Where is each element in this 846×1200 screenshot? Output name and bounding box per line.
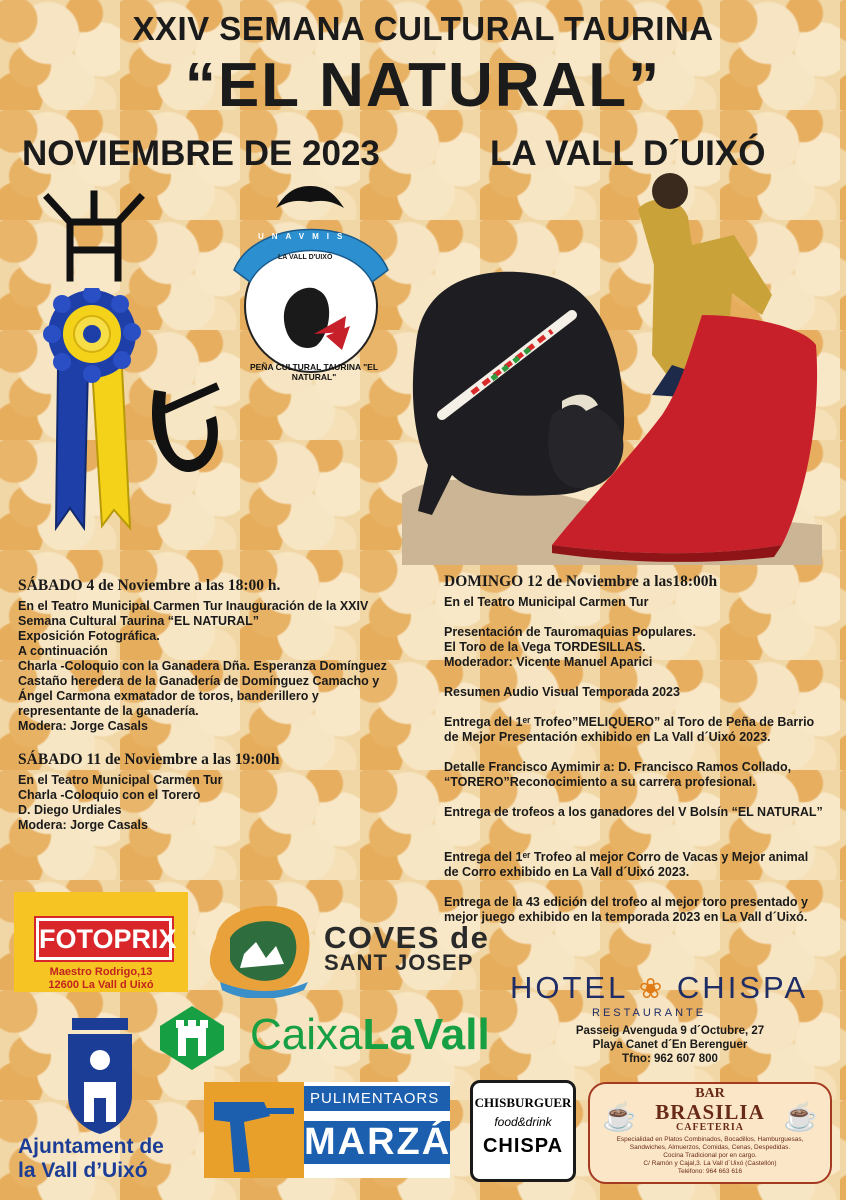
title-line-1: XXIV SEMANA CULTURAL TAURINA: [132, 10, 714, 47]
ajuntament-line-2: la Vall d’Uixó: [18, 1159, 148, 1182]
fotoprix-name: FOTOPRIX: [36, 918, 172, 960]
hotel-name-1: HOTEL: [510, 970, 628, 1005]
coffee-cup-icon: ☕: [783, 1101, 818, 1132]
pena-el-natural-logo: [226, 186, 396, 376]
bar-phone: Teléfono: 964 663 616: [677, 1168, 743, 1175]
event-line: representante de la ganadería.: [18, 704, 199, 718]
caixa-lavall-icon: [156, 1002, 228, 1074]
chisburguer-logo: [470, 1080, 576, 1182]
caixa-part-1: Caixa: [250, 1010, 363, 1059]
caixa-lavall-name: [250, 1010, 490, 1060]
chisburguer-line-2: food&drink: [494, 1115, 552, 1129]
coves-name-2: SANT JOSEP: [324, 950, 474, 975]
chisburguer-line-1: CHISBURGUER: [474, 1095, 572, 1110]
event-line: En el Teatro Municipal Carmen Tur Inauguración de la XXIV: [18, 599, 369, 613]
hotel-address-1: Passeig Avenguda 9 d´Octubre, 27: [575, 1025, 765, 1037]
hotel-name-2: CHISPA: [676, 970, 809, 1005]
pena-ring-small: LA VALL D'UIXÓ: [278, 254, 333, 261]
chisburguer-line-3: CHISPA: [482, 1135, 564, 1157]
event-heading: DOMINGO 12 de Noviembre a las18:00h: [444, 573, 718, 590]
marza-line-1: PULIMENTAORS: [304, 1086, 450, 1111]
event-line: Charla -Coloquio con el Torero: [18, 788, 201, 802]
marza-line-2: MARZÁ: [304, 1121, 452, 1163]
event-line: Moderador: Vicente Manuel Aparici: [444, 655, 653, 669]
title-line-2: “EL NATURAL”: [184, 51, 662, 120]
event-line: de Mejor Presentación exhibido en La Vall d´Uixó 2023.: [444, 730, 771, 744]
marza-sponsor-logo: [304, 1082, 450, 1178]
event-line: Ángel Carmona exmatador de toros, banderillero y: [18, 689, 319, 703]
bar-line-3: CAFETERIA: [676, 1122, 744, 1133]
event-line: Modera: Jorge Casals: [18, 818, 148, 832]
bullfight-photo: [402, 165, 822, 565]
event-line: Exposición Fotográfica.: [18, 629, 160, 643]
fotoprix-address-1: Maestro Rodrigo,13: [49, 966, 153, 978]
event-place: LA VALL D´UIXÓ: [490, 134, 766, 173]
fotoprix-address-2: 12600 La Vall d Uixó: [48, 979, 154, 991]
event-line: Entrega de la 43 edición del trofeo al mejor toro presentado y: [444, 895, 808, 909]
event-line: Castaño heredera de la Ganadería de Domínguez Camacho y: [18, 674, 380, 688]
bar-line-2: BRASILIA: [655, 1100, 765, 1124]
ajuntament-line-1: Ajuntament de: [18, 1135, 164, 1158]
coves-name-1: COVES de: [324, 920, 490, 955]
event-line: A continuación: [18, 644, 108, 658]
ganaderia-brand-icon: [40, 188, 150, 284]
event-heading: SÁBADO 11 de Noviembre a las 19:00h: [18, 751, 280, 768]
flame-icon: ❀: [638, 973, 666, 1004]
hotel-phone: Tfno: 962 607 800: [622, 1053, 718, 1065]
event-date: NOVIEMBRE DE 2023: [22, 134, 380, 173]
event-line: “TORERO”Reconocimiento a su carrera profesional.: [444, 775, 756, 789]
event-saturday-4: [18, 578, 418, 734]
event-line: Resumen Audio Visual Temporada 2023: [444, 685, 680, 699]
hotel-address: [520, 1024, 820, 1066]
coffee-cup-icon: ☕: [602, 1101, 637, 1132]
event-line: Presentación de Tauromaquias Populares.: [444, 625, 696, 639]
event-line: En el Teatro Municipal Carmen Tur: [444, 595, 649, 609]
event-line: Entrega de trofeos a los ganadores del V Bolsín “EL NATURAL”: [444, 805, 823, 819]
pena-ring-text: PEÑA CULTURAL TAURINA "EL NATURAL": [249, 362, 379, 382]
event-line: El Toro de la Vega TORDESILLAS.: [444, 640, 646, 654]
event-saturday-11: [18, 752, 418, 833]
event-line: Entrega del 1ᵉʳ Trofeo al mejor Corro de Vacas y Mejor animal: [444, 850, 809, 864]
bar-desc-3: Cocina Tradicional por en cargo.: [663, 1152, 757, 1159]
coves-sant-josep-logo: [200, 898, 316, 998]
ajuntament-name: [18, 1135, 164, 1183]
event-line: D. Diego Urdiales: [18, 803, 122, 817]
hotel-address-2: Playa Canet d´En Berenguer: [592, 1039, 748, 1051]
event-line: Detalle Francisco Aymimir a: D. Francisco Ramos Collado,: [444, 760, 792, 774]
event-line: Modera: Jorge Casals: [18, 719, 148, 733]
bar-brasilia-logo: [588, 1082, 832, 1184]
fotoprix-sponsor-logo: [14, 892, 188, 992]
event-line: En el Teatro Municipal Carmen Tur: [18, 773, 223, 787]
event-sunday-12: [444, 574, 840, 925]
bar-desc-1: Especialidad en Platos Combinados, Bocadillos, Hamburguesas,: [616, 1136, 804, 1143]
ribbon-rosette-icon: [40, 288, 144, 534]
bar-description: [590, 1136, 830, 1176]
spray-gun-icon: [204, 1082, 304, 1178]
ajuntament-shield-icon: [64, 1018, 136, 1136]
event-heading: SÁBADO 4 de Noviembre a las 18:00 h.: [18, 577, 281, 594]
event-line: Charla -Coloquio con la Ganadera Dña. Esperanza Domínguez: [18, 659, 387, 673]
event-line: mejor juego exhibido en la temporada 2023 en La Vall d´Uixó.: [444, 910, 808, 924]
event-line: Semana Cultural Taurina “EL NATURAL”: [18, 614, 260, 628]
bar-address: C/ Ramón y Cajal,3. La Vall d´Uixó (Castellón): [643, 1160, 777, 1167]
event-line: de Corro exhibido en La Vall d´Uixó 2023.: [444, 865, 690, 879]
hotel-subtitle: RESTAURANTE: [592, 1007, 707, 1019]
bar-desc-2: Sandwiches, Almuerzos, Comidas, Cenas, Despedidas.: [629, 1144, 791, 1151]
caixa-part-2: LaVall: [362, 1010, 490, 1059]
bar-line-1: BAR: [695, 1086, 725, 1101]
hotel-chispa-logo: [510, 970, 808, 1006]
horseshoe-brand-icon: [144, 380, 226, 480]
pena-ring-letters: UNAVMIS: [258, 232, 351, 241]
event-line: Entrega del 1ᵉʳ Trofeo”MELIQUERO” al Toro de Peña de Barrio: [444, 715, 815, 729]
